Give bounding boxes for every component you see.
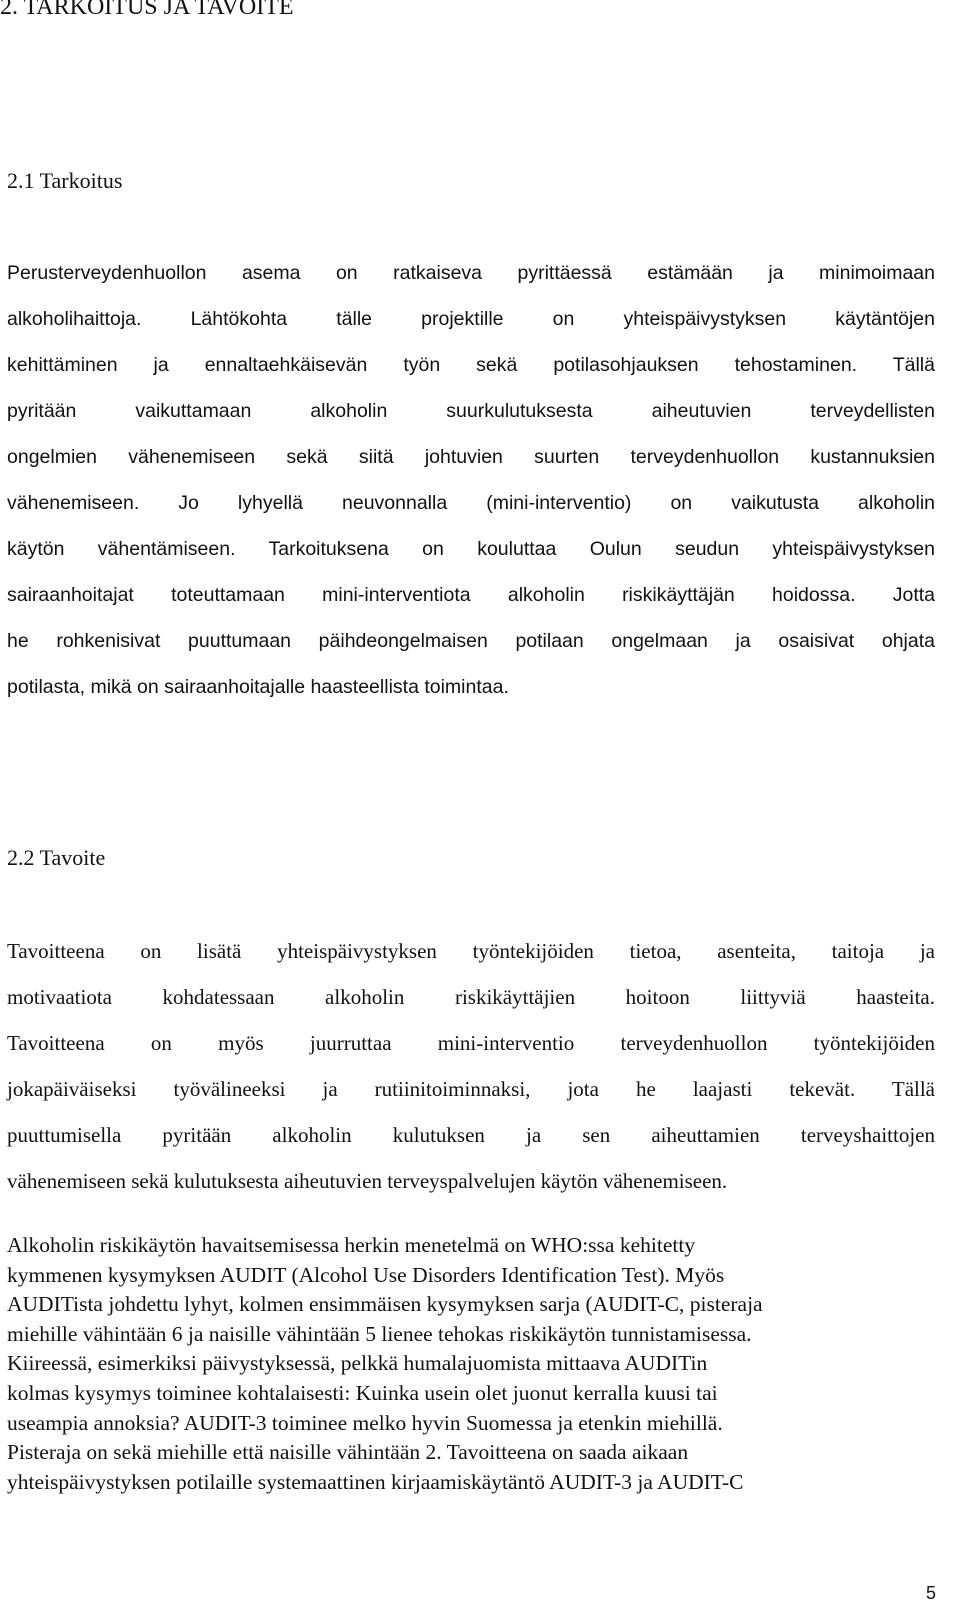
paragraph-line: Tavoitteena on myös juurruttaa mini-interventio terveydenhuollon työntekijöiden [7, 1031, 935, 1055]
paragraph-line: pyritään vaikuttamaan alkoholin suurkulutuksesta aiheutuvien terveydellisten [7, 400, 935, 422]
paragraph-line: ongelmien vähenemiseen sekä siitä johtuvien suurten terveydenhuollon kustannuksien [7, 446, 935, 468]
paragraph-line: kymmenen kysymyksen AUDIT (Alcohol Use Disorders Identification Test). Myös [7, 1262, 725, 1287]
paragraph-line: AUDITista johdettu lyhyt, kolmen ensimmäisen kysymyksen sarja (AUDIT-C, pisteraja [7, 1292, 763, 1317]
paragraph-line: potilasta, mikä on sairaanhoitajalle haasteellista toimintaa. [7, 676, 509, 698]
paragraph-line: jokapäiväiseksi työvälineeksi ja rutiinitoiminnaksi, jota he laajasti tekevät. Tällä [7, 1077, 935, 1101]
chapter-heading: 2. TARKOITUS JA TAVOITE [0, 0, 294, 20]
paragraph-line: vähenemiseen. Jo lyhyellä neuvonnalla (mini-interventio) on vaikutusta alkoholin [7, 492, 935, 514]
paragraph-line: yhteispäivystyksen potilaille systemaattinen kirjaamiskäytäntö AUDIT-3 ja AUDIT-C [7, 1469, 744, 1494]
paragraph-line: alkoholihaittoja. Lähtökohta tälle projektille on yhteispäivystyksen käytäntöjen [7, 308, 935, 330]
paragraph-line: kehittäminen ja ennaltaehkäisevän työn sekä potilasohjauksen tehostaminen. Tällä [7, 354, 935, 376]
paragraph-line: puuttumisella pyritään alkoholin kulutuksen ja sen aiheuttamien terveyshaittojen [7, 1123, 935, 1147]
paragraph-line: sairaanhoitajat toteuttamaan mini-interventiota alkoholin riskikäyttäjän hoidossa. Jotta [7, 584, 935, 606]
purpose-paragraph [7, 250, 935, 710]
paragraph-line: miehille vähintään 6 ja naisille vähintään 5 lienee tehokas riskikäytön tunnistamisessa. [7, 1321, 752, 1346]
page-number: 5 [925, 1583, 936, 1603]
paragraph-line: motivaatiota kohdatessaan alkoholin riskikäyttäjien hoitoon liittyviä haasteita. [7, 985, 935, 1009]
paragraph-line: Tavoitteena on lisätä yhteispäivystyksen työntekijöiden tietoa, asenteita, taitoja ja [7, 939, 935, 963]
paragraph-line: vähenemiseen sekä kulutuksesta aiheutuvien terveyspalvelujen käytön vähenemiseen. [7, 1169, 728, 1193]
paragraph-line: Pisteraja on sekä miehille että naisille vähintään 2. Tavoitteena on saada aikaan [7, 1440, 689, 1465]
section-heading-purpose: 2.1 Tarkoitus [7, 168, 123, 193]
paragraph-line: Perusterveydenhuollon asema on ratkaiseva pyrittäessä estämään ja minimoimaan [7, 262, 935, 284]
paragraph-line: kolmas kysymys toiminee kohtalaisesti: Kuinka usein olet juonut kerralla kuusi tai [7, 1380, 718, 1405]
audit-paragraph [7, 1231, 935, 1497]
paragraph-line: Alkoholin riskikäytön havaitsemisessa herkin menetelmä on WHO:ssa kehitetty [7, 1233, 696, 1257]
paragraph-line: he rohkenisivat puuttumaan päihdeongelmaisen potilaan ongelmaan ja osaisivat ohjata [7, 630, 935, 652]
paragraph-line: useampia annoksia? AUDIT-3 toiminee melko hyvin Suomessa ja etenkin miehillä. [7, 1410, 723, 1435]
goal-paragraph [7, 928, 935, 1204]
paragraph-line: käytön vähentämiseen. Tarkoituksena on kouluttaa Oulun seudun yhteispäivystyksen [7, 538, 935, 560]
paragraph-line: Kiireessä, esimerkiksi päivystyksessä, pelkkä humalajuomista mittaava AUDITin [7, 1351, 708, 1376]
section-heading-goal: 2.2 Tavoite [7, 845, 106, 870]
